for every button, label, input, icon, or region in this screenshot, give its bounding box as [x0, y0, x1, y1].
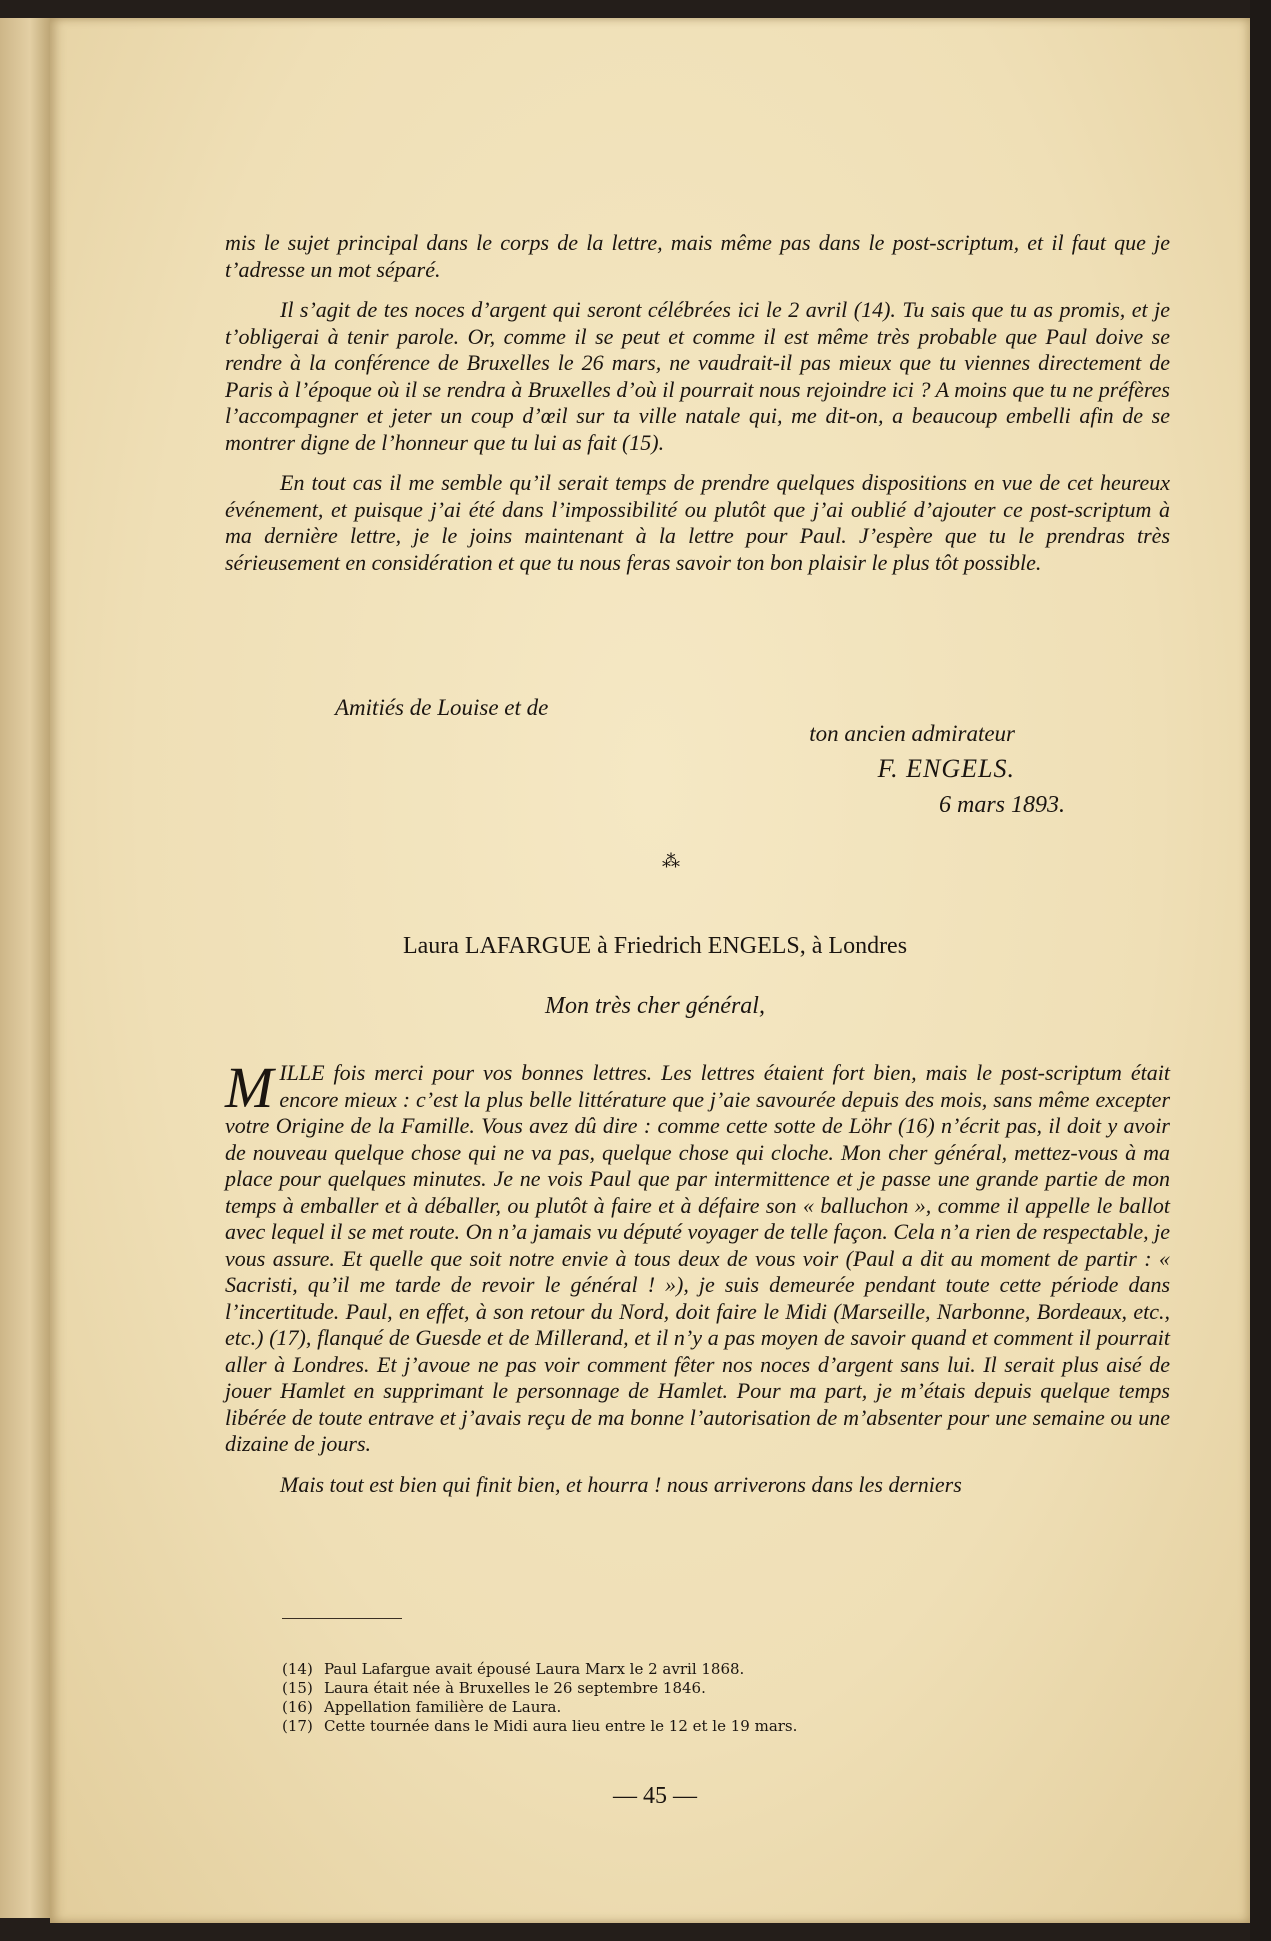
left-page-edge — [0, 18, 50, 1918]
signature-line: ton ancien admirateur — [809, 721, 1015, 746]
footnote-text: Appellation familière de Laura. — [324, 1698, 562, 1716]
footnote — [282, 1679, 797, 1698]
letter1-body — [225, 230, 1170, 576]
greeting: Amitiés de Louise et de — [335, 695, 549, 720]
signature-name: F. ENGELS. — [877, 754, 1015, 783]
paragraph: Mais tout est bien qui finit bien, et hourra ! nous arriverons dans les derniers — [280, 1471, 962, 1497]
scan-border — [1250, 0, 1271, 1941]
paragraph — [225, 1055, 1170, 1458]
letter-date: 6 mars 1893. — [938, 792, 1065, 818]
page — [50, 18, 1250, 1923]
letter2-body — [225, 1055, 1170, 1498]
section-separator: ⁂ — [662, 851, 680, 872]
footnote-text: Laura était née à Bruxelles le 26 septembre 1846. — [324, 1679, 706, 1697]
footnote-rule — [282, 1618, 402, 1619]
footnote-text: Cette tournée dans le Midi aura lieu entre le 12 et le 19 mars. — [324, 1717, 798, 1735]
letter-heading: Laura LAFARGUE à Friedrich ENGELS, à Londres — [402, 933, 908, 959]
drop-cap: M — [225, 1055, 274, 1120]
salutation: Mon très cher général, — [545, 993, 765, 1019]
footnote — [282, 1698, 797, 1717]
footnotes — [282, 1660, 797, 1736]
footnote-number: (14) — [282, 1660, 313, 1678]
footnote-number: (15) — [282, 1679, 313, 1697]
paragraph: mis le sujet principal dans le corps de la lettre, mais même pas dans le post-scriptum, et il faut que je t’adresse un mot séparé. — [225, 230, 1170, 282]
paragraph: Il s’agit de tes noces d’argent qui seront célébrées ici le 2 avril (14). Tu sais que tu as promis, et je t’obligerai à tenir parole. Or, comme il se peut et comme il est même très probable que Paul doive se rendre à la conférence de Bruxelles le 26 mars, ne vaudrait-il pas mieux que tu viennes directement de Paris à l’époque où il se rendra à Bruxelles d’où il pourrait nous rejoindre ici ? A moins que tu ne préfères l’accompagner et jeter un coup d’œil sur ta ville natale qui, me dit-on, a beaucoup embelli afin de se montrer digne de l’honneur que tu lui as fait (15). — [225, 297, 1170, 455]
footnote-text: Paul Lafargue avait épousé Laura Marx le 2 avril 1868. — [324, 1660, 745, 1678]
paragraph: En tout cas il me semble qu’il serait temps de prendre quelques dispositions en vue de cet heureux événement, et puisque j’ai été dans l’impossibilité ou plutôt que j’ai oublié d’ajouter ce post-scriptum à ma dernière lettre, je le joins maintenant à la lettre pour Paul. J’espère que tu le prendras très sérieusement en considération et que tu nous feras savoir ton bon plaisir le plus tôt possible. — [225, 470, 1170, 575]
page-number: — 45 — — [613, 1783, 697, 1809]
footnote-number: (17) — [282, 1717, 313, 1735]
footnote — [282, 1660, 797, 1679]
paragraph-text: ILLE fois merci pour vos bonnes lettres. Les lettres étaient fort bien, mais le post-scriptum était encore mieux : c’est la plus belle littérature que j’aie savourée depuis des mois, sans même excepter votre Origine de la Famille. Vous avez dû dire : comme cette sotte de Löhr (16) n’écrit pas, il doit y avoir de nouveau quelque chose qui ne va pas, quelque chose qui cloche. Mon cher général, mettez-vous à ma place pour quelques minutes. Je ne vois Paul que par intermittence et je passe une grande partie de mon temps à emballer et à déballer, ou plutôt à faire et à défaire son « balluchon », comme il appelle le ballot avec lequel il se met route. On n’a jamais vu député voyager de telle façon. Cela n’a rien de respectable, je vous assure. Et quelle que soit notre envie à tous deux de vous voir (Paul a dit au moment de partir : « Sacristi, qu’il me tarde de revoir le général ! »), je suis demeurée pendant toute cette période dans l’incertitude. Paul, en effet, à son retour du Nord, doit faire le Midi (Marseille, Narbonne, Bordeaux, etc., etc.) (17), flanqué de Guesde et de Millerand, et il n’y a pas moyen de savoir quand et comment il pourrait aller à Londres. Et j’avoue ne pas voir comment fêter nos noces d’argent sans lui. Il serait plus aisé de jouer Hamlet en supprimant le personnage de Hamlet. Pour ma part, je m’étais depuis quelque temps libérée de toute entrave et j’avais reçu de ma bonne l’autorisation de m’absenter pour une semaine ou une dizaine de jours. — [225, 1060, 1170, 1456]
footnote-number: (16) — [282, 1698, 313, 1716]
footnote — [282, 1717, 797, 1736]
